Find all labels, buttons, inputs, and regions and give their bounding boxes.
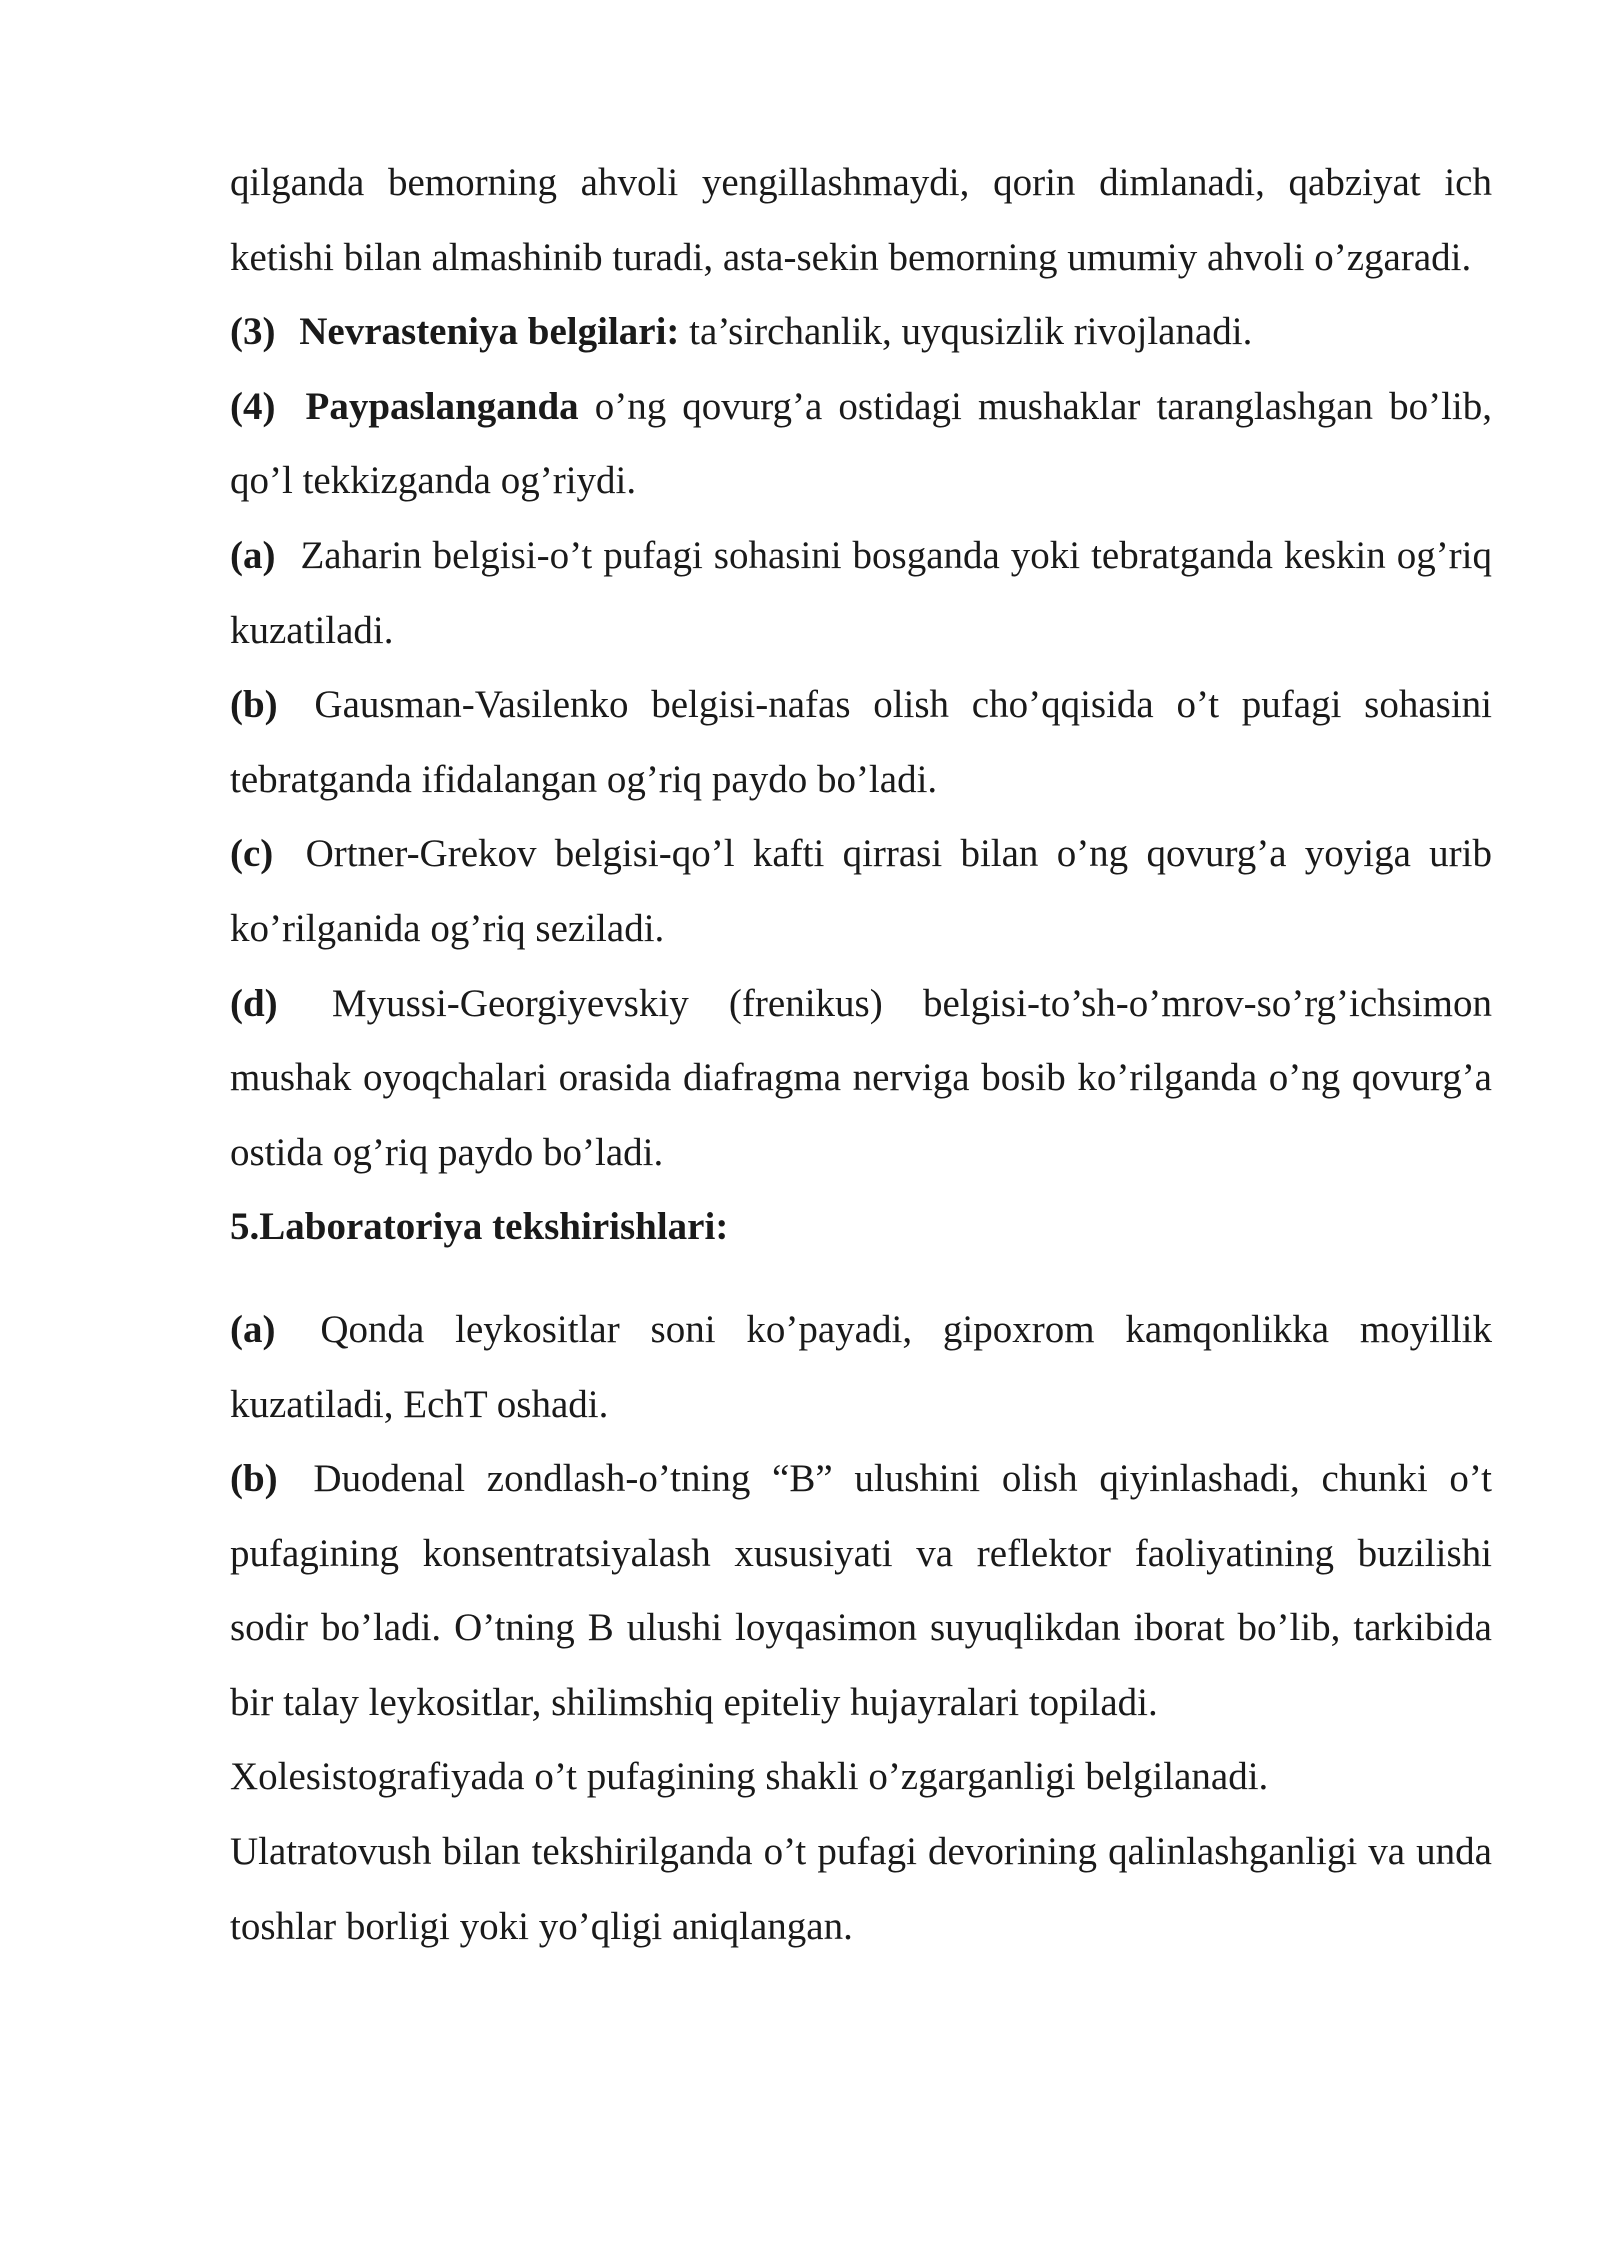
paragraph-text: Xolesistografiyada o’t pufagining shakli o’zgarganligi belgilanadi. — [230, 1755, 1269, 1799]
paragraph-text: o’ng qovurg’a ostidagi mushaklar taranglashgan bo’lib, qo’l tekkizganda og’riydi. — [230, 384, 1492, 503]
paragraph-text: Ortner-Grekov belgisi-qo’l kafti qirrasi bilan o’ng qovurg’a yoyiga urib ko’rilganida og’riq seziladi. — [230, 832, 1493, 950]
paragraph-qonda — [230, 1293, 1492, 1442]
item-bold-term: Paypaslanganda — [305, 384, 579, 428]
item-bold-term: Nevrasteniya belgilari: — [299, 310, 680, 354]
paragraph-duodenal — [230, 1442, 1492, 1740]
item-label: (d) — [230, 981, 278, 1025]
paragraph-gausman — [230, 668, 1492, 817]
paragraph-text: Qonda leykositlar soni ko’payadi, gipoxrom kamqonlikka moyillik kuzatiladi, EchT oshadi. — [230, 1307, 1492, 1426]
paragraph-paypaslanganda — [230, 370, 1492, 519]
paragraph-myussi — [230, 967, 1492, 1191]
paragraph-text: Duodenal zondlash-o’tning “B” ulushini olish qiyinlashadi, chunki o’t pufagining konsentratsiyalash xususiyati va reflektor faoliyatining buzilishi sodir bo’ladi. O’tning B ulushi loyqasimon suyuqlikdan iborat bo’lib, tarkibida bir talay leykositlar, shilimshiq epiteliy hujayralari topiladi. — [230, 1457, 1493, 1724]
item-label: (b) — [230, 683, 278, 727]
paragraph-text: Gausman-Vasilenko belgisi-nafas olish cho’qqisida o’t pufagi sohasini tebratganda ifidalangan og’riq paydo bo’ladi. — [230, 683, 1492, 801]
paragraph-ortner — [230, 817, 1492, 966]
paragraph-ultratovush — [230, 1815, 1492, 1964]
item-label: (4) — [230, 384, 276, 428]
paragraph-xolesistografiya — [230, 1740, 1492, 1815]
item-label: (a) — [230, 1307, 276, 1351]
item-label: (3) — [230, 310, 276, 354]
paragraph-continuation — [230, 146, 1492, 295]
item-label: (a) — [230, 533, 276, 577]
paragraph-text: Myussi-Georgiyevskiy (frenikus) belgisi-to’sh-o’mrov-so’rg’ichsimon mushak oyoqchalari orasida diafragma nerviga bosib ko’rilganda o’ng qovurg’a ostida og’riq paydo bo’ladi. — [230, 981, 1492, 1174]
paragraph-text: ta’sirchanlik, uyqusizlik rivojlanadi. — [689, 310, 1253, 354]
paragraph-nevrasteniya — [230, 295, 1492, 370]
section-heading: 5.Laboratoriya tekshirishlari: — [230, 1205, 729, 1249]
paragraph-text: Zaharin belgisi-o’t pufagi sohasini bosganda yoki tebratganda keskin og’riq kuzatiladi. — [230, 533, 1493, 652]
paragraph-text: Ulatratovush bilan tekshirilganda o’t pufagi devorining qalinlashganligi va unda toshlar borligi yoki yo’qligi aniqlangan. — [230, 1830, 1492, 1948]
document-page — [230, 146, 1492, 1964]
item-label: (c) — [230, 832, 274, 876]
paragraph-text: qilganda bemorning ahvoli yengillashmaydi, qorin dimlanadi, qabziyat ich ketishi bilan almashinib turadi, asta-sekin bemorning umumiy ahvoli o’zgaradi. — [230, 161, 1492, 279]
spacer — [230, 1265, 1492, 1293]
item-label: (b) — [230, 1457, 278, 1501]
paragraph-zaharin — [230, 519, 1492, 668]
